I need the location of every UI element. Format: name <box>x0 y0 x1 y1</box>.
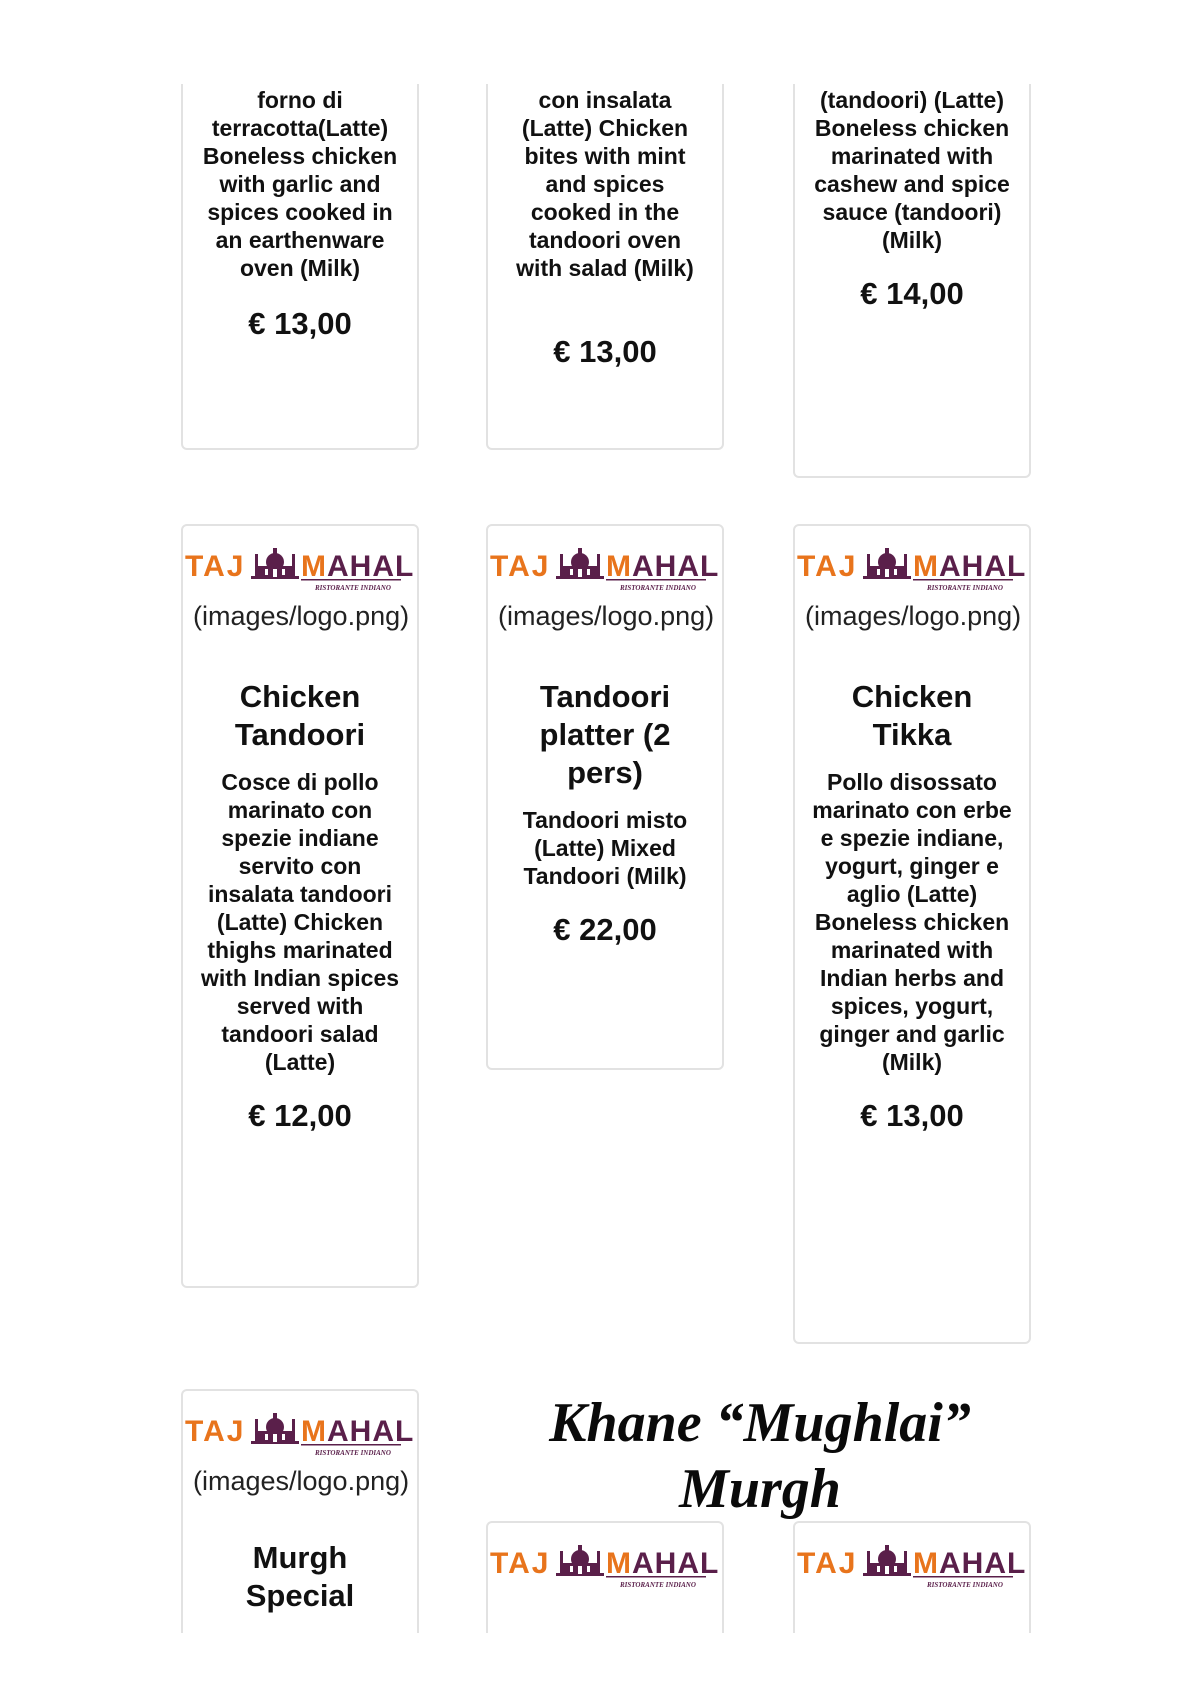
dish-price: € 22,00 <box>553 912 657 947</box>
dish-description: forno di terracotta(Latte) Boneless chicken with garlic and spices cooked in an earthenware oven (Milk) <box>202 87 398 281</box>
dish-price: € 14,00 <box>860 276 964 311</box>
taj-mahal-logo <box>185 546 415 596</box>
logo-alt-text: (images/logo.png) <box>193 1466 410 1496</box>
taj-mahal-logo <box>490 1543 720 1593</box>
dish-title: Chicken Tandoori <box>234 679 366 752</box>
menu-card <box>486 1521 724 1633</box>
dish-title: Tandoori platter (2 pers) <box>539 679 671 790</box>
menu-card <box>181 84 419 450</box>
logo-alt-text: (images/logo.png) <box>805 601 1022 631</box>
logo-alt-text: (images/logo.png) <box>193 601 410 631</box>
dish-title: Murgh Special <box>245 1540 355 1613</box>
taj-mahal-logo <box>185 1411 415 1461</box>
section-title: Khane “Mughlai” Murgh <box>549 1392 971 1520</box>
dish-price: € 13,00 <box>248 306 352 341</box>
taj-mahal-logo <box>490 546 720 596</box>
dish-price: € 12,00 <box>248 1098 352 1133</box>
dish-price: € 13,00 <box>553 334 657 369</box>
dish-description: Cosce di pollo marinato con spezie indiane servito con insalata tandoori (Latte) Chicken thighs marinated with Indian spices served with tandoori salad (Latte) <box>200 769 400 1075</box>
taj-mahal-logo <box>797 1543 1027 1593</box>
dish-description: con insalata (Latte) Chicken bites with mint and spices cooked in the tandoori oven with salad (Milk) <box>516 87 694 281</box>
dish-description: (tandoori) (Latte) Boneless chicken marinated with cashew and spice sauce (tandoori) (Milk) <box>814 87 1010 253</box>
dish-description: Pollo disossato marinato con erbe e spezie indiane, yogurt, ginger e aglio (Latte) Boneless chicken marinated with Indian herbs and spices, yogurt, ginger and garlic (Milk) <box>812 769 1012 1075</box>
menu-card <box>181 524 419 1288</box>
menu-card <box>793 524 1031 1344</box>
logo-alt-text: (images/logo.png) <box>498 601 715 631</box>
taj-mahal-logo <box>797 546 1027 596</box>
menu-card <box>181 1389 419 1633</box>
dish-title: Chicken Tikka <box>851 679 973 752</box>
menu-card <box>793 1521 1031 1633</box>
dish-description: Tandoori misto (Latte) Mixed Tandoori (Milk) <box>522 807 688 889</box>
menu-card <box>486 84 724 450</box>
dish-price: € 13,00 <box>860 1098 964 1133</box>
menu-card <box>486 524 724 1070</box>
menu-card <box>793 84 1031 478</box>
